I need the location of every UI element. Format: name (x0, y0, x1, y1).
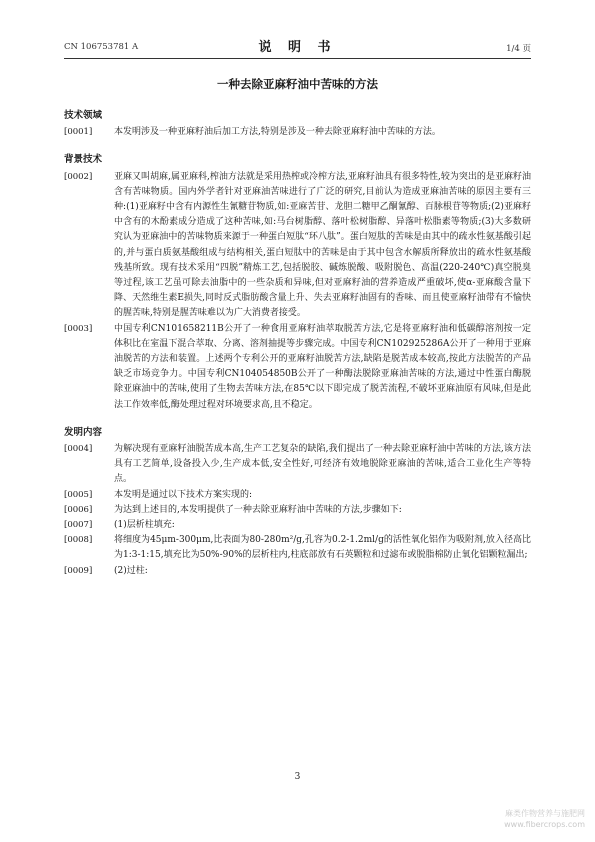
paragraph-text: (1)层析柱填充: (114, 520, 175, 531)
paragraph-text: 本发明涉及一种亚麻籽油后加工方法,特别是涉及一种去除亚麻籽油中苦味的方法。 (114, 127, 441, 138)
paragraph-number: [0007] (64, 520, 93, 531)
footer-page-number: 3 (294, 772, 301, 782)
paragraph-number: [0006] (64, 504, 93, 515)
paragraph-0009 (64, 564, 531, 579)
watermark-line-1: 麻类作物营养与施肥网 (505, 809, 585, 818)
paragraph-number: [0004] (64, 444, 93, 455)
paragraph-0005 (64, 488, 531, 503)
page-header (64, 36, 531, 59)
patent-code: CN 106753781 A (64, 42, 139, 52)
paragraph-number: [0001] (64, 127, 93, 138)
paragraph-0006 (64, 503, 531, 518)
paragraph-0007 (64, 518, 531, 533)
page-indicator: 1/4 页 (506, 44, 531, 54)
document-body (64, 108, 531, 579)
paragraph-text: 为解决现有亚麻籽油脱苦成本高,生产工艺复杂的缺陷,我们提出了一种去除亚麻籽油中苦味的方法,该方法具有工艺简单,设备投入少,生产成本低,安全性好,可经济有效地脱除亚麻油的苦味,适合工业化生产等特点。 (114, 444, 531, 485)
watermark (504, 808, 585, 830)
paragraph-text: 为达到上述目的,本发明提供了一种去除亚麻籽油中苦味的方法,步骤如下: (114, 504, 402, 515)
paragraph-number: [0002] (64, 171, 93, 182)
section-heading-tech-field: 技术领域 (64, 110, 103, 121)
paragraph-0008 (64, 533, 531, 563)
paragraph-number: [0005] (64, 489, 93, 500)
section-heading-background: 背景技术 (64, 154, 103, 166)
section-heading-invention: 发明内容 (64, 426, 103, 438)
paragraph-text: 将细度为45μm-300μm,比表面为80-280m²/g,孔容为0.2-1.2ml/g的活性氧化铝作为吸附剂,放入径高比为1:3-1:15,填充比为50%-90%的层析柱内,柱底部放有石英颗粒和过滤布或脱脂棉防止氧化铝颗粒漏出; (114, 535, 531, 561)
paragraph-number: [0009] (64, 565, 93, 576)
paragraph-text: (2)过柱: (114, 565, 148, 576)
paragraph-0002 (64, 170, 531, 322)
paragraph-number: [0003] (64, 323, 93, 334)
document-title: 一种去除亚麻籽油中苦味的方法 (217, 77, 378, 91)
paragraph-0004 (64, 442, 531, 488)
paragraph-text: 本发明是通过以下技术方案实现的: (114, 489, 253, 500)
watermark-line-2: www.fibercrops.com (504, 820, 585, 829)
section-title: 说 明 书 (258, 40, 337, 55)
paragraph-0001 (64, 125, 531, 140)
paragraph-text: 亚麻又叫胡麻,属亚麻科,榨油方法就是采用热榨或冷榨方法,亚麻籽油具有很多特性,较为突出的是亚麻籽油含有苦味物质。国内外学者针对亚麻油苦味进行了广泛的研究,目前认为造成亚麻油苦味的原因主要有三种:(1)亚麻籽中含有内源性生氰糖苷物质,如:亚麻苦苷、龙胆二糖甲乙酮氰醇、百脉根苷等物质;(2)亚麻籽中含有的木酚素成分造成了这种苦味,如:马台树脂醇、落叶松树脂醇、异落叶松脂素等物质;(3)大多数研究认为亚麻油中的苦味物质来源于一种蛋白短肽“环八肽”。蛋白短肽的苦味是由其中的疏水性氨基酸引起的,并与蛋白质氨基酸组成与结构相关,蛋白短肽中的苦味是由于其中包含水解质所释放出的疏水性氨基酸残基所致。现有技术采用“四脱”精炼工艺,包括脱胶、碱炼脱酸、吸附脱色、高温(220-240℃)真空脱臭等过程,该工艺虽可除去油脂中的一些杂质和异味,但对亚麻籽油的营养造成严重破坏,使α-亚麻酸含量下降、天然维生素E损失,同时反式脂肪酸含量上升、失去亚麻籽油固有的香味、而且使亚麻籽油带有不愉快的腥苦味,特别是腥苦味难以为广大消费者接受。 (114, 171, 531, 319)
paragraph-text: 中国专利CN101658211B公开了一种食用亚麻籽油萃取脱苦方法,它是将亚麻籽油和低碳醇溶剂按一定体积比在室温下混合萃取、分离、溶剂抽提等步骤完成。中国专利CN102925286A公开了一种用于亚麻油脱苦的方法和装置。上述两个专利公开的亚麻籽油脱苦方法,缺陷是脱苦成本较高,按此方法脱苦的产品缺乏市场竞争力。中国专利CN104054850B公开了一种酶法脱除亚麻油苦味的方法,通过中性蛋白酶脱除亚麻油中的苦味,使用了生物去苦味方法,在85℃以下即完成了脱苦流程,不破坏亚麻油原有风味,但是此法工作效率低,酶处理过程对环境要求高,且不稳定。 (114, 323, 531, 410)
paragraph-number: [0008] (64, 535, 93, 546)
paragraph-0003 (64, 322, 531, 413)
